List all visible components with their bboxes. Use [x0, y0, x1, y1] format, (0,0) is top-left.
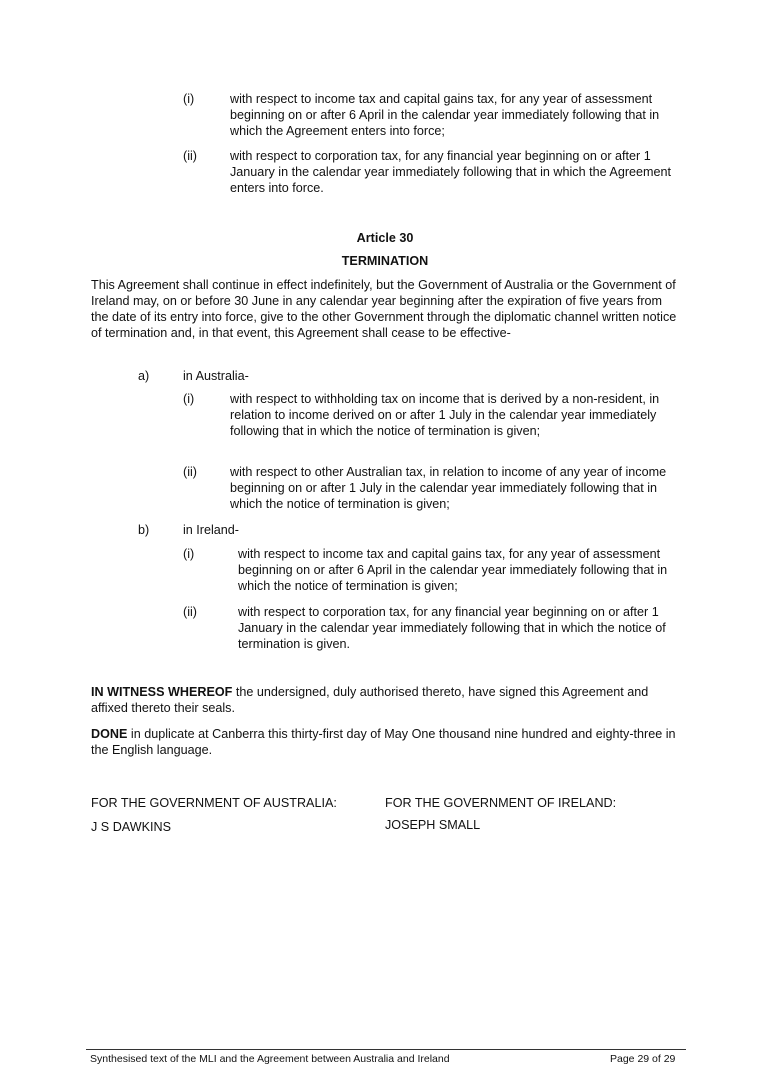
clause-label: b)	[138, 523, 150, 537]
witness-rest: the undersigned, duly authorised thereto, have signed this Agreement and affixed thereto their seals.	[91, 685, 649, 715]
footer-divider	[86, 1049, 686, 1050]
subparagraph-text: with respect to income tax and capital gains tax, for any year of assessment beginning on or after 6 April in the calendar year immediately following that in which the notice of termination is given;	[238, 547, 668, 593]
australia-signature-heading: FOR THE GOVERNMENT OF AUSTRALIA:	[91, 796, 337, 810]
subparagraph-label: (i)	[183, 392, 195, 406]
subparagraph-text: with respect to corporation tax, for any financial year beginning on or after 1 January in the calendar year immediately following that in which the Agreement enters into force.	[230, 149, 672, 195]
subparagraph-label: (i)	[183, 547, 195, 561]
clause-text: in Australia-	[183, 369, 249, 383]
done-paragraph	[91, 726, 681, 758]
ireland-signature-heading: FOR THE GOVERNMENT OF IRELAND:	[385, 796, 617, 810]
ireland-signatory-name: JOSEPH SMALL	[385, 818, 481, 832]
article-title-heading: TERMINATION	[341, 254, 429, 268]
article-number-heading: Article 30	[356, 231, 414, 245]
clause-text: in Ireland-	[183, 523, 240, 537]
subparagraph-text: with respect to withholding tax on income that is derived by a non-resident, in relation to income derived on or after 1 July in the calendar year immediately following that in which the notice of termination is given;	[230, 392, 660, 438]
footer-page-number: Page 29 of 29	[610, 1053, 676, 1065]
footer-document-title: Synthesised text of the MLI and the Agreement between Australia and Ireland	[90, 1053, 450, 1065]
article-intro-paragraph: This Agreement shall continue in effect indefinitely, but the Government of Australia or the Government of Ireland may, on or before 30 June in any calendar year beginning after the expiration of five years from the date of its entry into force, give to the other Government through the diplomatic channel written notice of termination and, in that event, this Agreement shall cease to be effective-	[91, 278, 677, 340]
subparagraph-label: (ii)	[183, 605, 197, 619]
subparagraph-text: with respect to other Australian tax, in relation to income of any year of income beginning on or after 1 July in the calendar year immediately following that in which the notice of termination is given;	[230, 465, 667, 511]
subparagraph-text: with respect to income tax and capital gains tax, for any year of assessment beginning on or after 6 April in the calendar year immediately following that in which the Agreement enters into force;	[230, 92, 660, 138]
subparagraph-label: (ii)	[183, 149, 197, 163]
australia-signatory-name: J S DAWKINS	[91, 820, 172, 834]
clause-label: a)	[138, 369, 150, 383]
done-lead: DONE	[91, 727, 128, 741]
subparagraph-label: (ii)	[183, 465, 197, 479]
witness-paragraph	[91, 684, 681, 716]
done-rest: in duplicate at Canberra this thirty-first day of May One thousand nine hundred and eighty-three in the English language.	[91, 727, 676, 757]
subparagraph-text: with respect to corporation tax, for any financial year beginning on or after 1 January in the calendar year immediately following that in which the notice of termination is given.	[238, 605, 666, 651]
witness-lead: IN WITNESS WHEREOF	[91, 685, 233, 699]
subparagraph-label: (i)	[183, 92, 195, 106]
